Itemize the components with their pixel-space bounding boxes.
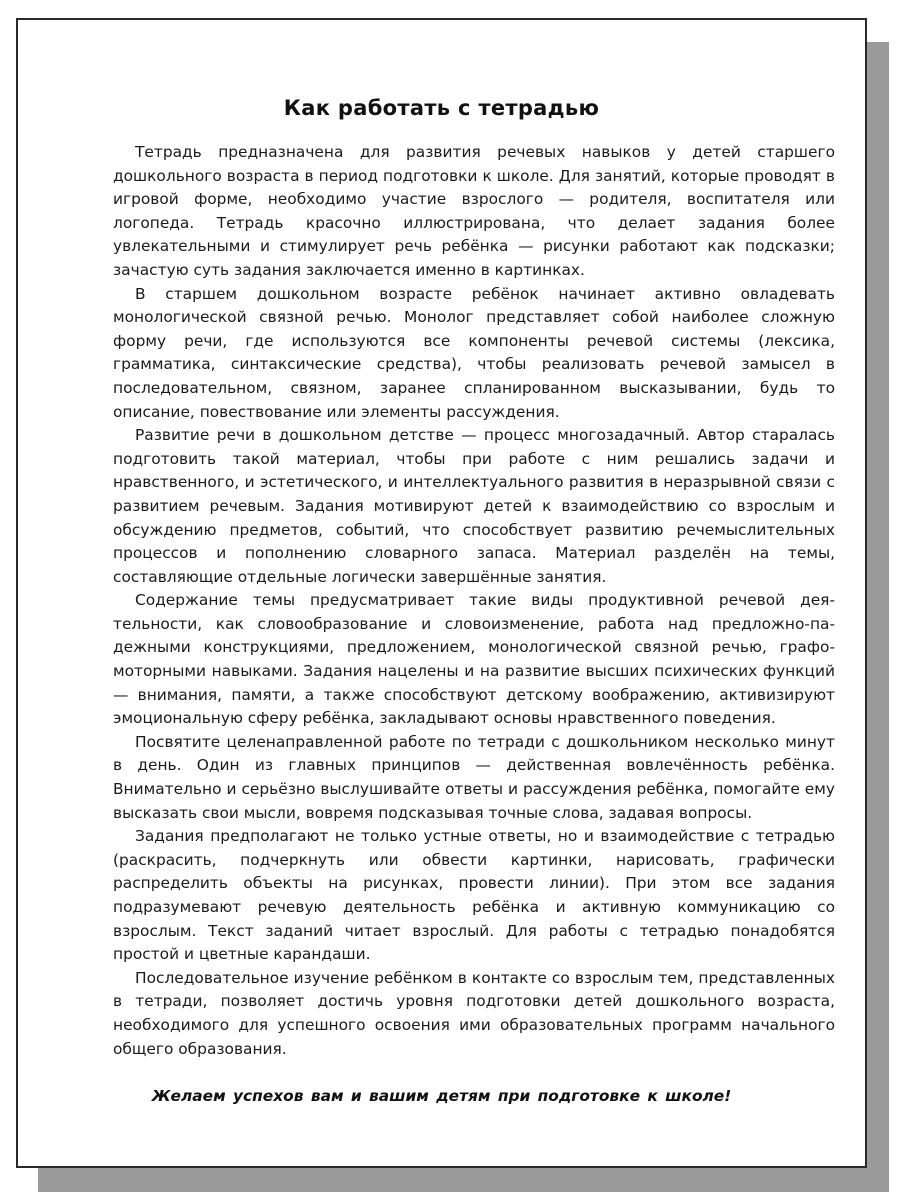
- paragraph-6: Задания предполагают не только устные ответы, но и взаимодействие с тетрадью (раскрасить, подчеркнуть или обвести картинки, нарисовать, графически распределить объекты на рисунках, провести линии). При этом все задания подразумевают речевую деятельность ребёнка и активную коммуникацию со взрослым. Текст заданий читает взрослый. Для работы с тетрадью понадобятся простой и цветные карандаши.: [113, 827, 835, 964]
- body-text: [113, 141, 835, 1061]
- closing-wish: Желаем успехов вам и вашим детям при подготовке к школе!: [151, 1087, 732, 1105]
- paragraph-4: Содержание темы предусматривает такие виды продуктивной речевой деятельности, как словообразование и словоизменение, работа над предложно-падежными конструкциями, предложением, монологической связной речью, графомоторными навыками. Задания нацелены и на развитие высших психических функций — внимания, памяти, а также способствуют детскому воображению, активизируют эмоциональную сферу ребёнка, закладывают основы нравственного поведения.: [113, 591, 835, 728]
- paragraph-2: В старшем дошкольном возрасте ребёнок начинает активно овладевать монологической связной речью. Монолог представляет собой наиболее сложную форму речи, где используются все компоненты речевой системы (лексика, грамматика, синтаксические средства), чтобы реализовать речевой замысел в последовательном, связном, заранее спланированном высказывании, будь то описание, повествование или элементы рассуждения.: [113, 284, 835, 421]
- paragraph-3: Развитие речи в дошкольном детстве — процесс многозадачный. Автор старалась подготовить такой материал, чтобы при работе с ним решались задачи и нравственного, и эстетического, и интеллектуального развития в неразрывной связи с развитием речевым. Задания мотивируют детей к взаимодействию со взрослым и обсуждению предметов, событий, что способствует развитию речемыслительных процессов и пополнению словарного запаса. Материал разделён на темы, составляющие отдельные логически завершённые занятия.: [113, 426, 835, 586]
- document-page: [16, 18, 867, 1168]
- page-title: Как работать с тетрадью: [283, 96, 600, 120]
- paragraph-5: Посвятите целенаправленной работе по тетради с дошкольником несколько минут в день. Один из главных принципов — действенная вовлечённость ребёнка. Внимательно и серьёзно выслушивайте ответы и рассуждения ребёнка, помогайте ему высказать свои мысли, вовремя подсказывая точные слова, задавая вопросы.: [113, 732, 835, 822]
- paragraph-1: Тетрадь предназначена для развития речевых навыков у детей старшего дошкольного возраста в период подготовки к школе. Для занятий, которые проводят в игровой форме, необходимо участие взрослого — родителя, воспитателя или логопеда. Тетрадь красочно иллюстрирована, что делает задания более увлекательными и стимулирует речь ребёнка — рисунки работают как подсказки; зачастую суть задания заключается именно в картинках.: [113, 143, 835, 279]
- paragraph-7: Последовательное изучение ребёнком в контакте со взрослым тем, представленных в тетради, позволяет достичь уровня подготовки детей дошкольного возраста, необходимого для успешного освоения ими образовательных программ начального общего образования.: [113, 968, 835, 1058]
